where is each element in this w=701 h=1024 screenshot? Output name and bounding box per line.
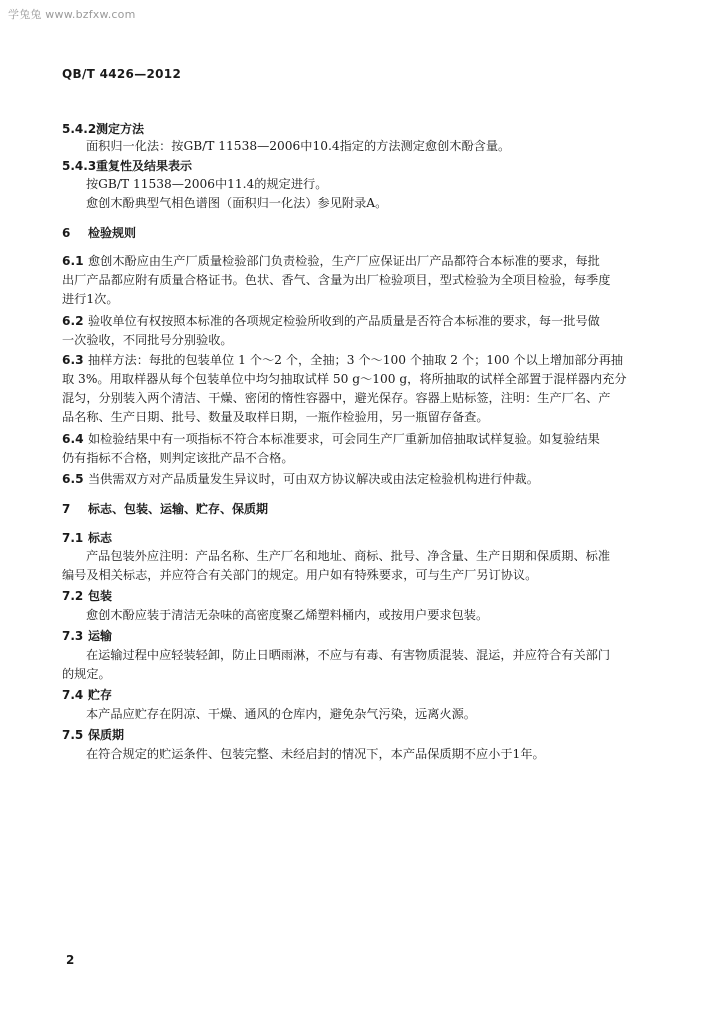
clause-line: 一次验收，不同批号分别验收。 [62, 333, 233, 347]
chapter-6-heading [62, 224, 136, 241]
chapter-7-heading [62, 500, 268, 517]
clause-line: 取 3%。用取样器从每个包装单位中均匀抽取试样 50 g～100 g，将所抽取的试样全部置于混样器内充分 [62, 372, 627, 386]
section-number: 5.4.3 [62, 159, 97, 173]
clause-number: 6.3 [62, 353, 84, 367]
section-7-4-heading [62, 686, 112, 703]
clause-6-5-line-1 [62, 471, 539, 487]
clause-6-4-line-1 [62, 431, 600, 447]
section-number: 5.4.2 [62, 122, 97, 136]
section-7-3-heading [62, 627, 112, 644]
section-5-4-3-heading [62, 157, 192, 174]
clause-line: 仍有指标不合格，则判定该批产品不合格。 [62, 451, 294, 465]
standard-number-header: QB/T 4426—2012 [62, 67, 182, 81]
section-title: 贮存 [88, 688, 113, 702]
clause-6-1-line-1 [62, 253, 600, 269]
section-number: 7.3 [62, 629, 84, 643]
section-title: 重复性及结果表示 [96, 159, 193, 173]
clause-text: 如检验结果中有一项指标不符合本标准要求，可会同生产厂重新加倍抽取试样复验。如复验结果 [88, 432, 600, 446]
paragraph-line: 编号及相关标志，并应符合有关部门的规定。用户如有特殊要求，可与生产厂另订协议。 [62, 568, 538, 582]
section-7-5-heading [62, 726, 124, 743]
paragraph: 在符合规定的贮运条件、包装完整、未经启封的情况下，本产品保质期不应小于1年。 [86, 747, 545, 761]
section-title: 检验规则 [88, 226, 137, 240]
section-title: 标志、包装、运输、贮存、保质期 [88, 502, 269, 516]
paragraph: 愈创木酚应装于清洁无杂味的高密度聚乙烯塑料桶内，或按用户要求包装。 [86, 608, 489, 622]
page-number: 2 [66, 953, 75, 967]
section-number: 7.1 [62, 531, 84, 545]
clause-number: 6.5 [62, 472, 84, 486]
section-title: 保质期 [88, 728, 125, 742]
paragraph: 愈创木酚典型气相色谱图（面积归一化法）参见附录A。 [86, 196, 388, 210]
section-title: 运输 [88, 629, 113, 643]
section-number: 7.4 [62, 688, 84, 702]
section-title: 标志 [88, 531, 113, 545]
clause-number: 6.2 [62, 314, 84, 328]
paragraph: 面积归一化法：按GB/T 11538—2006中10.4指定的方法测定愈创木酚含量。 [86, 139, 511, 153]
clause-text: 愈创木酚应由生产厂质量检验部门负责检验，生产厂应保证出厂产品都符合本标准的要求，每批 [88, 254, 600, 268]
section-number: 7.5 [62, 728, 84, 742]
clause-text: 抽样方法：每批的包装单位 1 个～2 个，全抽；3 个～100 个抽取 2 个；100 个以上增加部分再抽 [88, 353, 624, 367]
watermark: 学兔兔 www.bzfxw.com [8, 8, 136, 21]
clause-line: 进行1次。 [62, 292, 119, 306]
clause-text: 当供需双方对产品质量发生异议时，可由双方协议解决或由法定检验机构进行仲裁。 [88, 472, 539, 486]
clause-line: 混匀，分别装入两个清洁、干燥、密闭的惰性容器中，避光保存。容器上贴标签，注明：生产厂名、产 [62, 391, 611, 405]
paragraph-line: 的规定。 [62, 667, 111, 681]
paragraph: 产品包装外应注明：产品名称、生产厂名和地址、商标、批号、净含量、生产日期和保质期、标准 [86, 549, 611, 563]
clause-text: 验收单位有权按照本标准的各项规定检验所收到的产品质量是否符合本标准的要求，每一批号做 [88, 314, 600, 328]
paragraph: 本产品应贮存在阴凉、干燥、通风的仓库内，避免杂气污染，远离火源。 [86, 707, 476, 721]
paragraph: 在运输过程中应轻装轻卸，防止日晒雨淋，不应与有毒、有害物质混装、混运，并应符合有关部门 [86, 648, 611, 662]
clause-6-2-line-1 [62, 313, 600, 329]
clause-number: 6.1 [62, 254, 84, 268]
clause-number: 6.4 [62, 432, 84, 446]
section-5-4-2-heading [62, 120, 144, 137]
clause-line: 出厂产品都应附有质量合格证书。色状、香气、含量为出厂检验项目，型式检验为全项目检验，每季度 [62, 273, 611, 287]
section-title: 测定方法 [96, 122, 145, 136]
section-number: 7.2 [62, 589, 84, 603]
section-title: 包装 [88, 589, 113, 603]
paragraph: 按GB/T 11538—2006中11.4的规定进行。 [86, 177, 328, 191]
section-7-2-heading [62, 587, 112, 604]
clause-6-3-line-1 [62, 352, 623, 368]
section-number: 7 [62, 502, 71, 516]
clause-line: 品名称、生产日期、批号、数量及取样日期，一瓶作检验用，另一瓶留存备查。 [62, 410, 489, 424]
section-number: 6 [62, 226, 71, 240]
section-7-1-heading [62, 529, 112, 546]
